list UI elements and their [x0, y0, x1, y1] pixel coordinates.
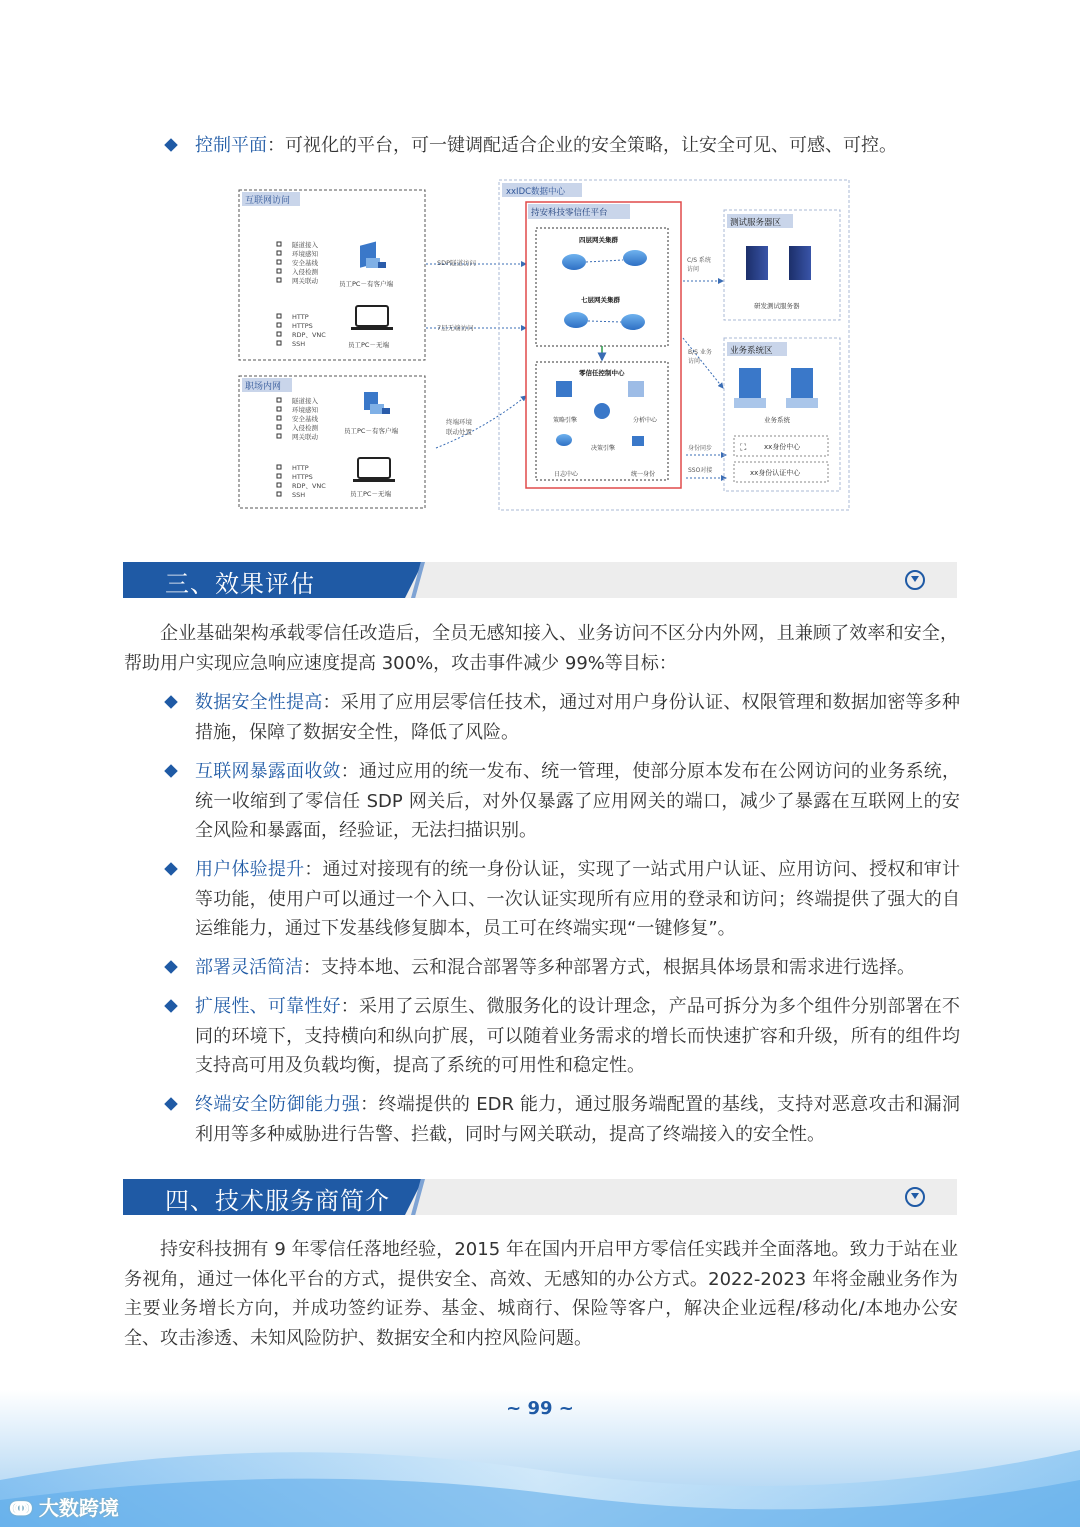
svg-text:隧道接入: 隧道接入: [292, 241, 318, 249]
internet-access-box: [239, 190, 425, 360]
server-icons-biz: [734, 368, 818, 408]
bullet-text: ：可视化的平台，可一键调配适合企业的安全策略，让安全可见、可感、可控。: [267, 135, 897, 156]
pc-noclient-icon: [351, 306, 393, 330]
svg-text:环境感知: 环境感知: [292, 250, 318, 258]
svg-text:员工PC－有客户端: 员工PC－有客户端: [344, 427, 398, 435]
svg-text:统一身份: 统一身份: [631, 471, 656, 478]
biz-zone-label: 业务系统区: [730, 346, 773, 356]
svg-text:SSH: SSH: [292, 340, 306, 348]
feature-list-internet: [277, 240, 319, 285]
svg-text:7层无端访问: 7层无端访问: [437, 324, 474, 332]
svg-text:网关联动: 网关联动: [292, 277, 318, 285]
test-zone-label: 测试服务器区: [730, 218, 782, 228]
svg-text:终端环境: 终端环境: [446, 418, 472, 426]
bullet-label: 控制平面: [195, 135, 267, 156]
protocol-list-internet: [277, 313, 326, 348]
section-4-intro: 持安科技拥有 9 年零信任落地经验，2015 年在国内开启甲方零信任实践并全面落地。致力于站在业务视角，通过一体化平台的方式，提供安全、高效、无感知的办公方式。2022-2023 年将金融业务作为主要业务增长方向，并成功签约证券、基金、城商行、保险等客户，解决企业远程/移动化/本地办公安全、攻击渗透、未知风险防护、数据安全和内控风险问题。: [124, 1239, 958, 1349]
effect-item-6: 终端安全防御能力强：终端提供的 EDR 能力，通过服务端配置的基线，支持对恶意攻击和漏洞利用等多种威胁进行告警、拦截，同时与网关联动，提高了终端接入的安全性。: [165, 1090, 960, 1149]
section-4-header: [123, 1179, 957, 1215]
svg-text:入侵检测: 入侵检测: [292, 268, 318, 276]
svg-text:联动处置: 联动处置: [446, 428, 472, 436]
svg-text:安全基线: 安全基线: [292, 259, 318, 267]
svg-text:HTTP: HTTP: [292, 313, 309, 321]
svg-text:SSO对接: SSO对接: [688, 467, 713, 474]
svg-text:访问: 访问: [688, 358, 701, 365]
section-4-title: 四、技术服务商简介: [165, 1187, 390, 1215]
feature-list-intranet: [277, 396, 319, 441]
svg-text:业务系统: 业务系统: [764, 416, 790, 424]
pc-noclient-icon-intranet: [353, 458, 395, 482]
svg-text:B/S 业务: B/S 业务: [688, 349, 712, 356]
svg-text:员工PC－无端: 员工PC－无端: [348, 341, 389, 349]
svg-text:入侵检测: 入侵检测: [292, 424, 318, 432]
diamond-bullet-icon: [164, 138, 178, 152]
svg-text:访问: 访问: [687, 266, 700, 273]
svg-text:身份同步: 身份同步: [688, 445, 713, 452]
svg-text:日志中心: 日志中心: [554, 471, 579, 478]
protocol-list-intranet: [277, 464, 326, 499]
svg-text:HTTP: HTTP: [292, 464, 309, 472]
svg-text:零信任控制中心: 零信任控制中心: [579, 369, 625, 377]
office-intranet-box: [239, 376, 425, 508]
svg-text:⛶: ⛶: [740, 443, 747, 453]
diamond-bullet-icon: [164, 960, 178, 974]
effect-item-3: 用户体验提升：通过对接现有的统一身份认证，实现了一站式用户认证、应用访问、授权和审计等功能，使用户可以通过一个入口、一次认证实现所有应用的登录和访问；终端提供了强大的自运维能力，通过下发基线修复脚本，员工可在终端实现“一键修复”。: [165, 855, 960, 944]
svg-text:分析中心: 分析中心: [633, 417, 658, 424]
svg-text:HTTPS: HTTPS: [292, 322, 313, 330]
diamond-bullet-icon: [164, 999, 178, 1013]
svg-text:C/S 系统: C/S 系统: [687, 257, 711, 264]
platform-label: 持安科技零信任平台: [531, 208, 608, 218]
svg-text:安全基线: 安全基线: [292, 415, 318, 423]
svg-text:员工PC－无端: 员工PC－无端: [350, 490, 391, 498]
internet-access-label: 互联网访问: [245, 196, 291, 206]
svg-text:隧道接入: 隧道接入: [292, 397, 318, 405]
svg-text:SDP隧道访问: SDP隧道访问: [437, 259, 477, 267]
diamond-bullet-icon: [164, 695, 178, 709]
svg-text:员工PC－有客户端: 员工PC－有客户端: [339, 280, 393, 288]
svg-text:RDP、VNC: RDP、VNC: [292, 331, 326, 339]
effect-item-2: 互联网暴露面收敛：通过应用的统一发布、统一管理，使部分原本发布在公网访问的业务系统，统一收缩到了零信任 SDP 网关后，对外仅暴露了应用网关的端口，减少了暴露在互联网上的安全风险和暴露面，经验证，无法扫描识别。: [165, 757, 960, 846]
effect-item-5: 扩展性、可靠性好：采用了云原生、微服务化的设计理念，产品可拆分为多个组件分别部署在不同的环境下，支持横向和纵向扩展，可以随着业务需求的增长而快速扩容和升级，所有的组件均支持高可用及负载均衡，提高了系统的可用性和稳定性。: [165, 992, 960, 1081]
pc-client-icon-intranet: [364, 392, 390, 414]
svg-text:决策引擎: 决策引擎: [591, 445, 616, 452]
svg-text:HTTPS: HTTPS: [292, 473, 313, 481]
effect-item-4: 部署灵活简洁：支持本地、云和混合部署等多种部署方式，根据具体场景和需求进行选择。: [165, 953, 960, 983]
bullet-control-plane: [165, 131, 960, 161]
section-3-header: [123, 562, 957, 598]
datacenter-label: xxIDC数据中心: [506, 187, 566, 197]
svg-text:SSH: SSH: [292, 491, 306, 499]
svg-text:xx身份认证中心: xx身份认证中心: [750, 469, 801, 477]
svg-text:网关联动: 网关联动: [292, 433, 318, 441]
svg-text:xx身份中心: xx身份中心: [764, 443, 801, 451]
svg-text:七层网关集群: 七层网关集群: [581, 296, 620, 304]
effect-item-1: 数据安全性提高：采用了应用层零信任技术，通过对用户身份认证、权限管理和数据加密等多种措施，保障了数据安全性，降低了风险。: [165, 688, 960, 747]
diamond-bullet-icon: [164, 764, 178, 778]
chevron-circle-icon: [905, 1187, 925, 1207]
architecture-diagram: [236, 178, 851, 512]
watermark-logo-icon: ↈ: [10, 1496, 39, 1520]
svg-text:环境感知: 环境感知: [292, 406, 318, 414]
svg-text:研发测试服务器: 研发测试服务器: [754, 302, 800, 310]
diamond-bullet-icon: [164, 862, 178, 876]
pc-client-icon: [360, 241, 386, 268]
office-intranet-label: 职场内网: [245, 382, 282, 392]
section-3-title: 三、效果评估: [165, 570, 315, 598]
diamond-bullet-icon: [164, 1097, 178, 1111]
svg-text:四层网关集群: 四层网关集群: [579, 236, 618, 244]
svg-text:RDP、VNC: RDP、VNC: [292, 482, 326, 490]
svg-text:策略引擎: 策略引擎: [553, 417, 578, 424]
server-icons-test: [746, 246, 811, 280]
chevron-circle-icon: [905, 570, 925, 590]
watermark: ↈ 大数跨境: [10, 1496, 119, 1520]
section-3-intro: 企业基础架构承载零信任改造后，全员无感知接入、业务访问不区分内外网，且兼顾了效率和安全，帮助用户实现应急响应速度提高 300%，攻击事件减少 99%等目标：: [124, 623, 958, 674]
page-number: ~ 99 ~: [506, 1398, 574, 1419]
